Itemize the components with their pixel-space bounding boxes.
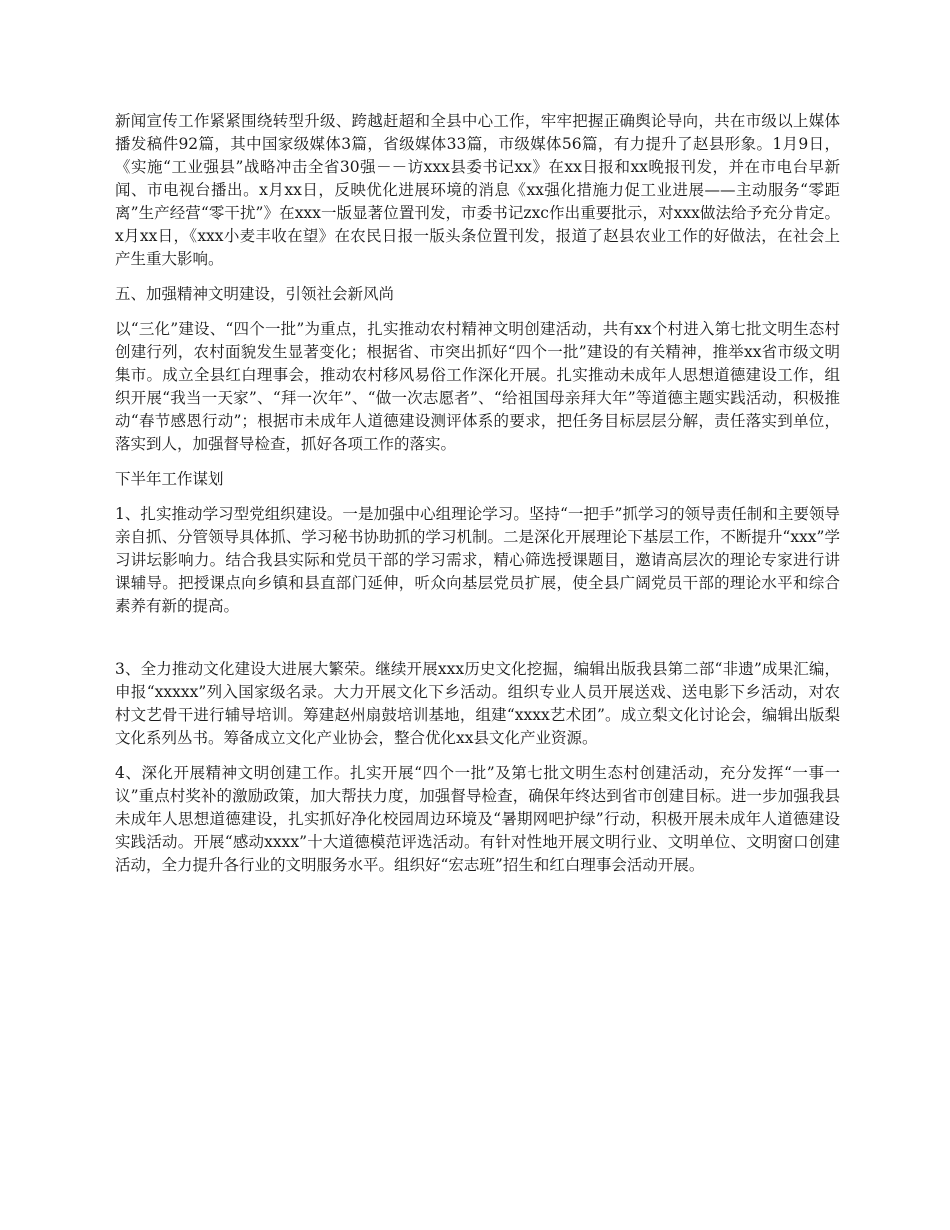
paragraph-civilization-building: 以“三化”建设、“四个一批”为重点，扎实推动农村精神文明创建活动，共有xx个村进入第七批文明生态村创建行列，农村面貌发生显著变化；根据省、市突出抓好“四个一批”建设的有关精神，推举xx省市级文明集市。成立全县红白理事会，推动农村移风易俗工作深化开展。扎实推动未成年人思想道德建设工作，组织开展“我当一天家”、“拜一次年”、“做一次志愿者”、“给祖国母亲拜大年”等道德主题实践活动，积极推动“春节感恩行动”；根据市未成年人道德建设测评体系的要求，把任务目标层层分解，责任落实到单位，落实到人，加强督导检查，抓好各项工作的落实。 bbox=[115, 320, 840, 453]
section-heading-five: 五、加强精神文明建设，引领社会新风尚 bbox=[115, 285, 395, 303]
paragraph-news-publicity: 新闻宣传工作紧紧围绕转型升级、跨越赶超和全县中心工作，牢牢把握正确舆论导向，共在市级以上媒体播发稿件92篇，其中国家级媒体3篇，省级媒体33篇，市级媒体56篇，有力提升了赵县形象。1月9日，《实施“工业强县”战略冲击全省30强－－访xxx县委书记xx》在xx日报和xx晚报刊发，并在市电台早新闻、市电视台播出。x月xx日，反映优化进展环境的消息《xx强化措施力促工业进展——主动服务“零距离”生产经营“零干扰”》在xxx一版显著位置刊发，市委书记zxc作出重要批示，对xxx做法给予充分肯定。x月xx日，《xxx小麦丰收在望》在农民日报一版头条位置刊发，报道了赵县农业工作的好做法，在社会上产生重大影响。 bbox=[115, 112, 840, 268]
section-heading-second-half-plan: 下半年工作谋划 bbox=[115, 470, 224, 488]
paragraph-plan-item-1: 1、扎实推动学习型党组织建设。一是加强中心组理论学习。坚持“一把手”抓学习的领导责任制和主要领导亲自抓、分管领导具体抓、学习秘书协助抓的学习机制。二是深化开展理论下基层工作，不断提升“xxx”学习讲坛影响力。结合我县实际和党员干部的学习需求，精心筛选授课题目，邀请高层次的理论专家进行讲课辅导。把授课点向乡镇和县直部门延伸，听众向基层党员扩展，使全县广阔党员干部的理论水平和综合素养有新的提高。 bbox=[115, 505, 840, 615]
paragraph-plan-item-4: 4、深化开展精神文明创建工作。扎实开展“四个一批”及第七批文明生态村创建活动，充分发挥“一事一议”重点村奖补的激励政策，加大帮扶力度，加强督导检查，确保年终达到省市创建目标。进一步加强我县未成年人思想道德建设，扎实抓好净化校园周边环境及“暑期网吧护绿”行动，积极开展未成年人道德建设实践活动。开展“感动xxxx”十大道德模范评选活动。有针对性地开展文明行业、文明单位、文明窗口创建活动，全力提升各行业的文明服务水平。组织好“宏志班”招生和红白理事会活动开展。 bbox=[115, 764, 840, 874]
document-body bbox=[115, 110, 840, 889]
paragraph-plan-item-3: 3、全力推动文化建设大进展大繁荣。继续开展xxx历史文化挖掘，编辑出版我县第二部“非遗”成果汇编，申报“xxxxx”列入国家级名录。大力开展文化下乡活动。组织专业人员开展送戏、送电影下乡活动，对农村文艺骨干进行辅导培训。筹建赵州扇鼓培训基地，组建“xxxx艺术团”。成立梨文化讨论会，编辑出版梨文化系列丛书。筹备成立文化产业协会，整合优化xx县文化产业资源。 bbox=[115, 660, 840, 747]
